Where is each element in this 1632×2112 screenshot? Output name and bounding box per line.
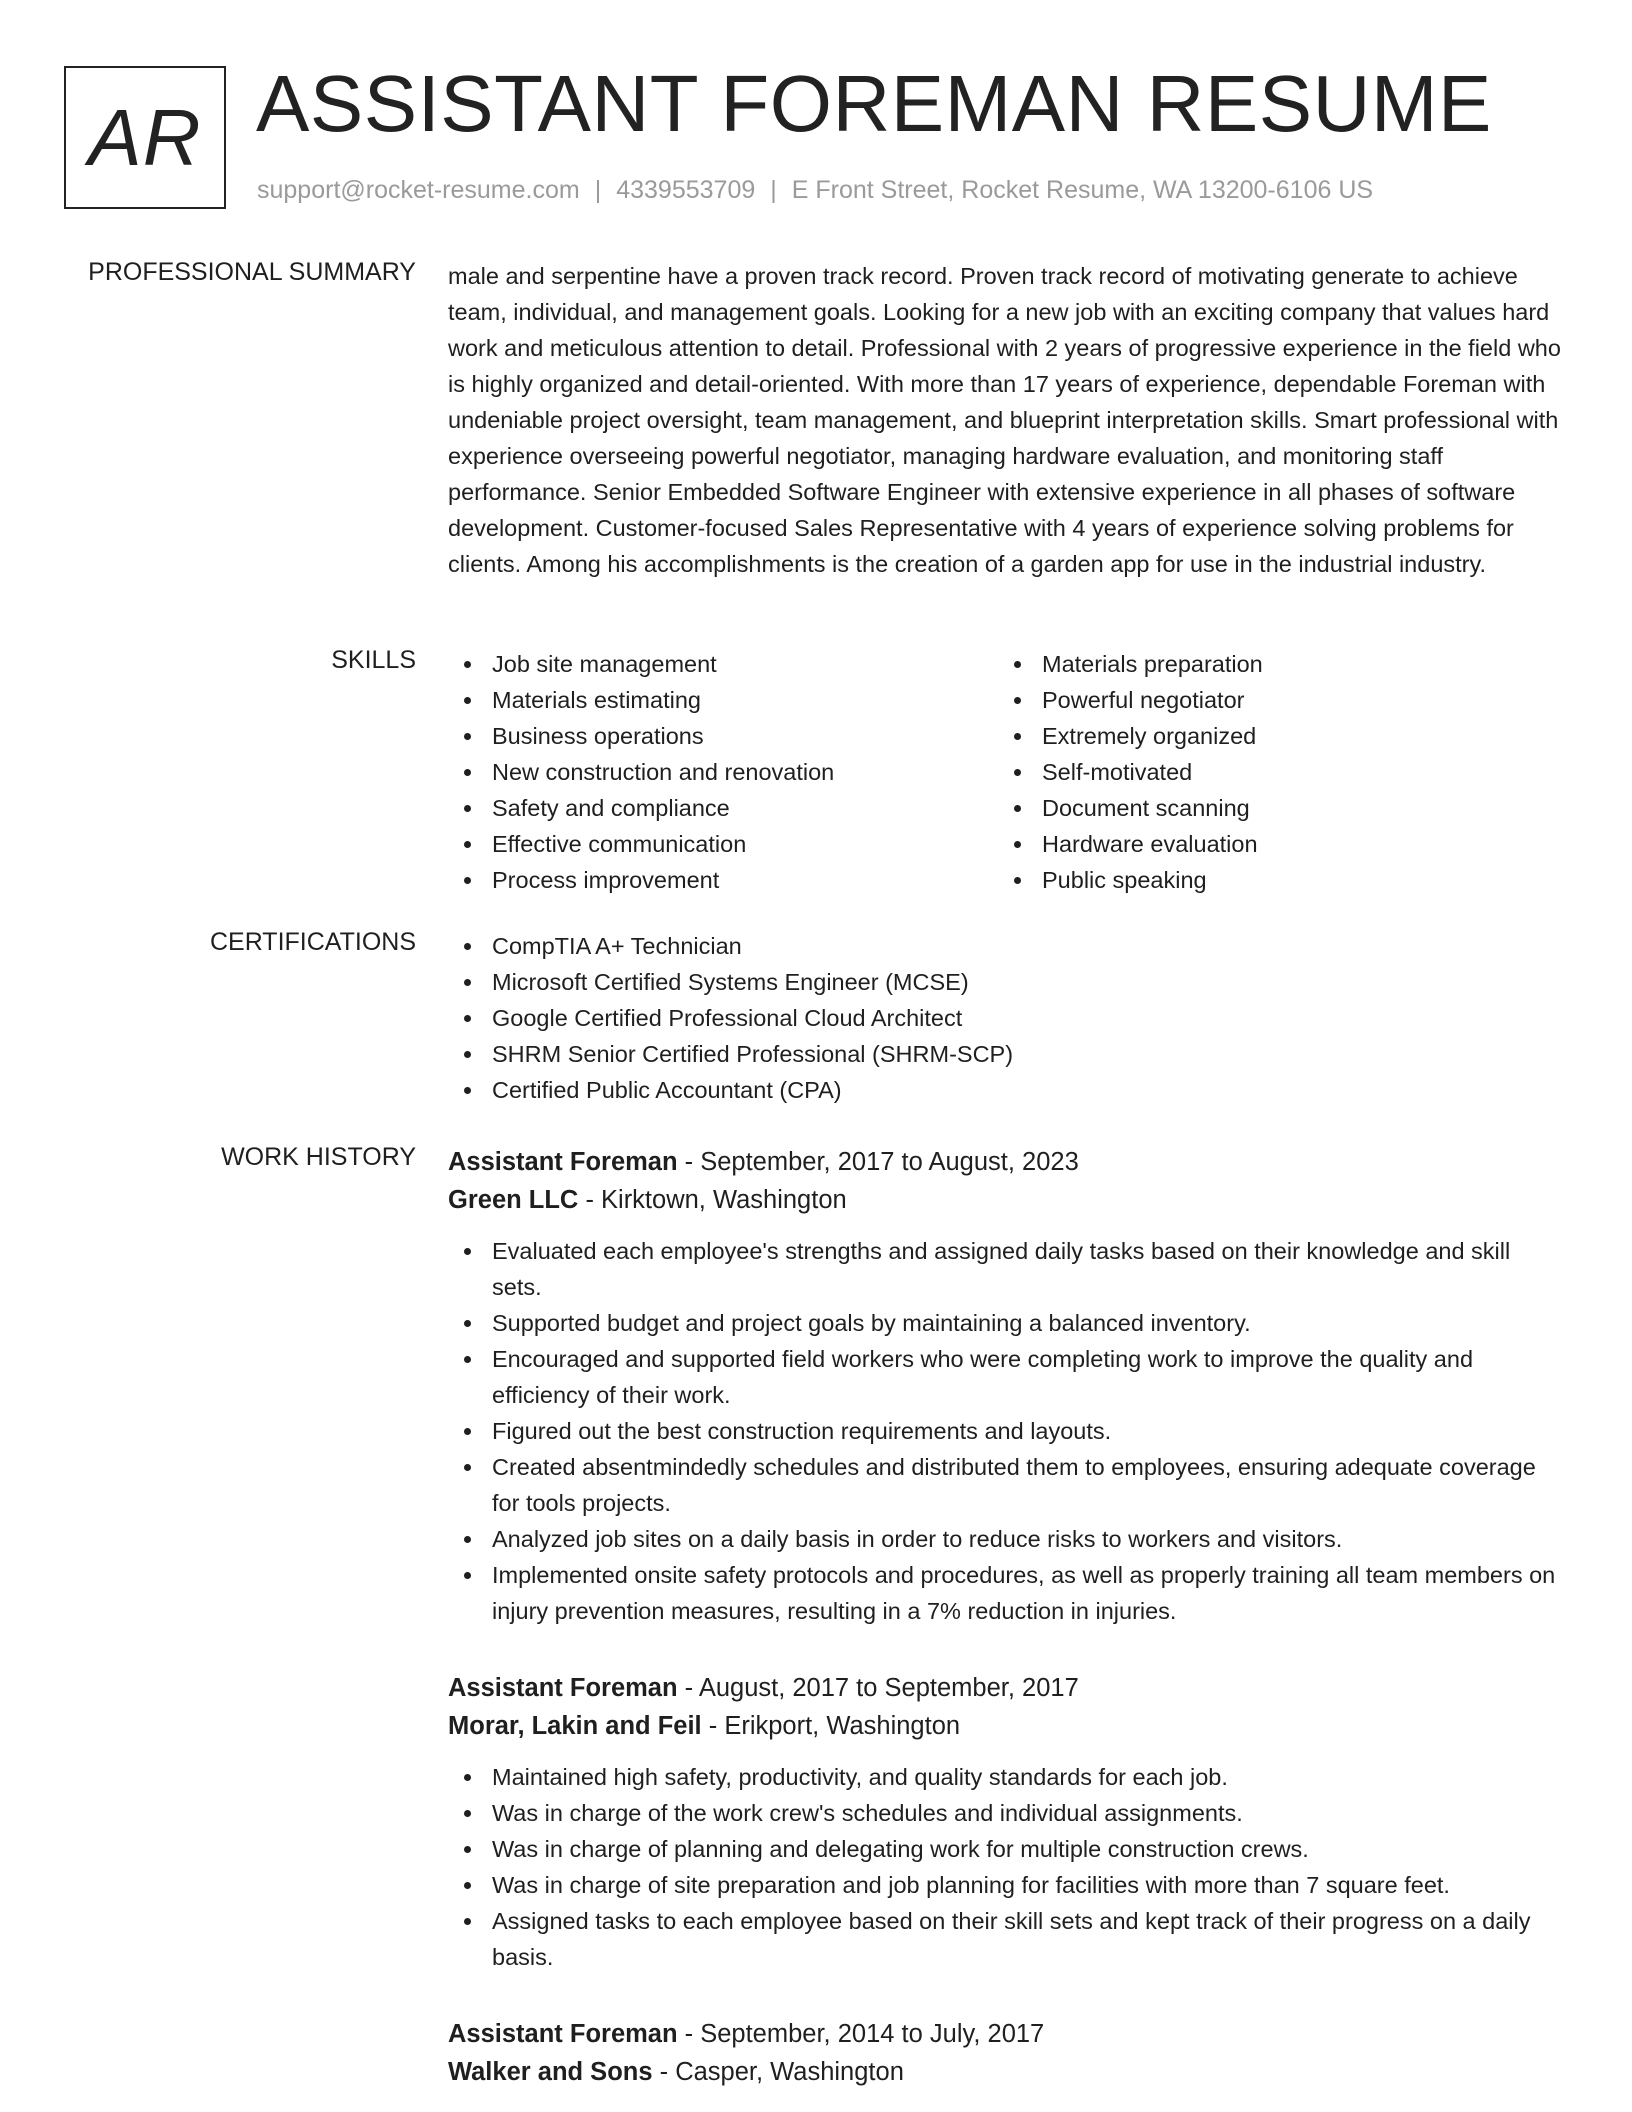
skill-item: Public speaking [998, 862, 1548, 898]
skill-item: Powerful negotiator [998, 682, 1548, 718]
job-duty-item: Assigned tasks to each employee based on their skill sets and kept track of their progress on a daily basis. [448, 1903, 1566, 1975]
summary-heading: PROFESSIONAL SUMMARY [88, 258, 416, 286]
job-duty-item: Encouraged and supported field workers who were completing work to improve the quality and efficiency of their work. [448, 1341, 1566, 1413]
skill-item: Self-motivated [998, 754, 1548, 790]
job-duty-item: Evaluated each employee's strengths and assigned daily tasks based on their knowledge and skill sets. [448, 1233, 1566, 1305]
job-duty-item: Supported budget and project goals by maintaining a balanced inventory. [448, 1305, 1566, 1341]
skill-item: Materials preparation [998, 646, 1548, 682]
certification-item: Certified Public Accountant (CPA) [448, 1072, 1566, 1108]
skill-item: Extremely organized [998, 718, 1548, 754]
job-company: Morar, Lakin and Feil [448, 1712, 702, 1740]
skills-heading: SKILLS [331, 646, 416, 674]
skill-item: Materials estimating [448, 682, 998, 718]
skill-item: Business operations [448, 718, 998, 754]
job-entry [448, 2015, 1566, 2091]
monogram-logo: AR [64, 66, 226, 209]
job-title: Assistant Foreman [448, 2020, 678, 2048]
job-dates: - September, 2017 to August, 2023 [677, 1148, 1079, 1176]
skill-item: Safety and compliance [448, 790, 998, 826]
job-company-line [448, 2053, 1566, 2091]
contact-separator: | [594, 176, 602, 204]
skills-list-right [998, 646, 1548, 898]
certification-item: CompTIA A+ Technician [448, 928, 1566, 964]
job-location: - Kirktown, Washington [578, 1186, 847, 1214]
job-company-line [448, 1181, 1566, 1219]
job-duty-item: Implemented onsite safety protocols and procedures, as well as properly training all team members on injury prevention measures, resulting in a 7% reduction in injuries. [448, 1557, 1566, 1629]
skill-item: Document scanning [998, 790, 1548, 826]
contact-line [257, 176, 1373, 205]
job-duty-item: Was in charge of planning and delegating work for multiple construction crews. [448, 1831, 1566, 1867]
job-duty-item: Maintained high safety, productivity, and quality standards for each job. [448, 1759, 1566, 1795]
job-title-line [448, 1669, 1566, 1707]
job-entry [448, 1669, 1566, 1975]
certifications-list [448, 928, 1566, 1108]
job-title: Assistant Foreman [448, 1674, 678, 1702]
job-duty-item: Analyzed job sites on a daily basis in order to reduce risks to workers and visitors. [448, 1521, 1566, 1557]
job-location: - Erikport, Washington [701, 1712, 961, 1740]
certifications-heading: CERTIFICATIONS [209, 928, 416, 956]
contact-email[interactable]: support@rocket-resume.com [257, 176, 580, 204]
skill-item: New construction and renovation [448, 754, 998, 790]
job-duty-item: Was in charge of the work crew's schedules and individual assignments. [448, 1795, 1566, 1831]
jobs-list [448, 1143, 1566, 2112]
certification-item: Google Certified Professional Cloud Architect [448, 1000, 1566, 1036]
contact-phone[interactable]: 4339553709 [616, 176, 756, 204]
job-title: Assistant Foreman [448, 1148, 678, 1176]
job-duties-list [448, 1759, 1566, 1975]
skills-columns [448, 646, 1566, 898]
job-company: Walker and Sons [448, 2058, 653, 2086]
certification-item: SHRM Senior Certified Professional (SHRM-SCP) [448, 1036, 1566, 1072]
job-location: - Casper, Washington [652, 2058, 904, 2086]
job-company-line [448, 1707, 1566, 1745]
skill-item: Process improvement [448, 862, 998, 898]
summary-text: male and serpentine have a proven track record. Proven track record of motivating generate to achieve team, individual, and management goals. Looking for a new job with an exciting company that values hard work and meticulous attention to detail. Professional with 2 years of progressive experience in the field who is highly organized and detail-oriented. With more than 17 years of experience, dependable Foreman with undeniable project oversight, team management, and blueprint interpretation skills. Smart professional with experience overseeing powerful negotiator, managing hardware evaluation, and monitoring staff performance. Senior Embedded Software Engineer with extensive experience in all phases of software development. Customer-focused Sales Representative with 4 years of experience solving problems for clients. Among his accomplishments is the creation of a garden app for use in the industrial industry. [448, 263, 1561, 577]
page-title: ASSISTANT FOREMAN RESUME [256, 59, 1492, 148]
skill-item: Effective communication [448, 826, 998, 862]
skill-item: Hardware evaluation [998, 826, 1548, 862]
job-company: Green LLC [448, 1186, 579, 1214]
job-duty-item: Created absentmindedly schedules and distributed them to employees, ensuring adequate coverage for tools projects. [448, 1449, 1566, 1521]
job-entry [448, 1143, 1566, 1629]
skills-list-left [448, 646, 998, 898]
contact-separator: | [770, 176, 777, 204]
contact-address: E Front Street, Rocket Resume, WA 13200-6106 US [791, 176, 1374, 204]
job-title-line [448, 2015, 1566, 2053]
job-duties-list [448, 1233, 1566, 1629]
work-history-heading: WORK HISTORY [221, 1143, 416, 1171]
job-dates: - September, 2014 to July, 2017 [677, 2020, 1045, 2048]
job-dates: - August, 2017 to September, 2017 [677, 1674, 1079, 1702]
certification-item: Microsoft Certified Systems Engineer (MCSE) [448, 964, 1566, 1000]
job-duty-item: Was in charge of site preparation and job planning for facilities with more than 7 square feet. [448, 1867, 1566, 1903]
skill-item: Job site management [448, 646, 998, 682]
job-title-line [448, 1143, 1566, 1181]
job-duty-item: Figured out the best construction requirements and layouts. [448, 1413, 1566, 1449]
